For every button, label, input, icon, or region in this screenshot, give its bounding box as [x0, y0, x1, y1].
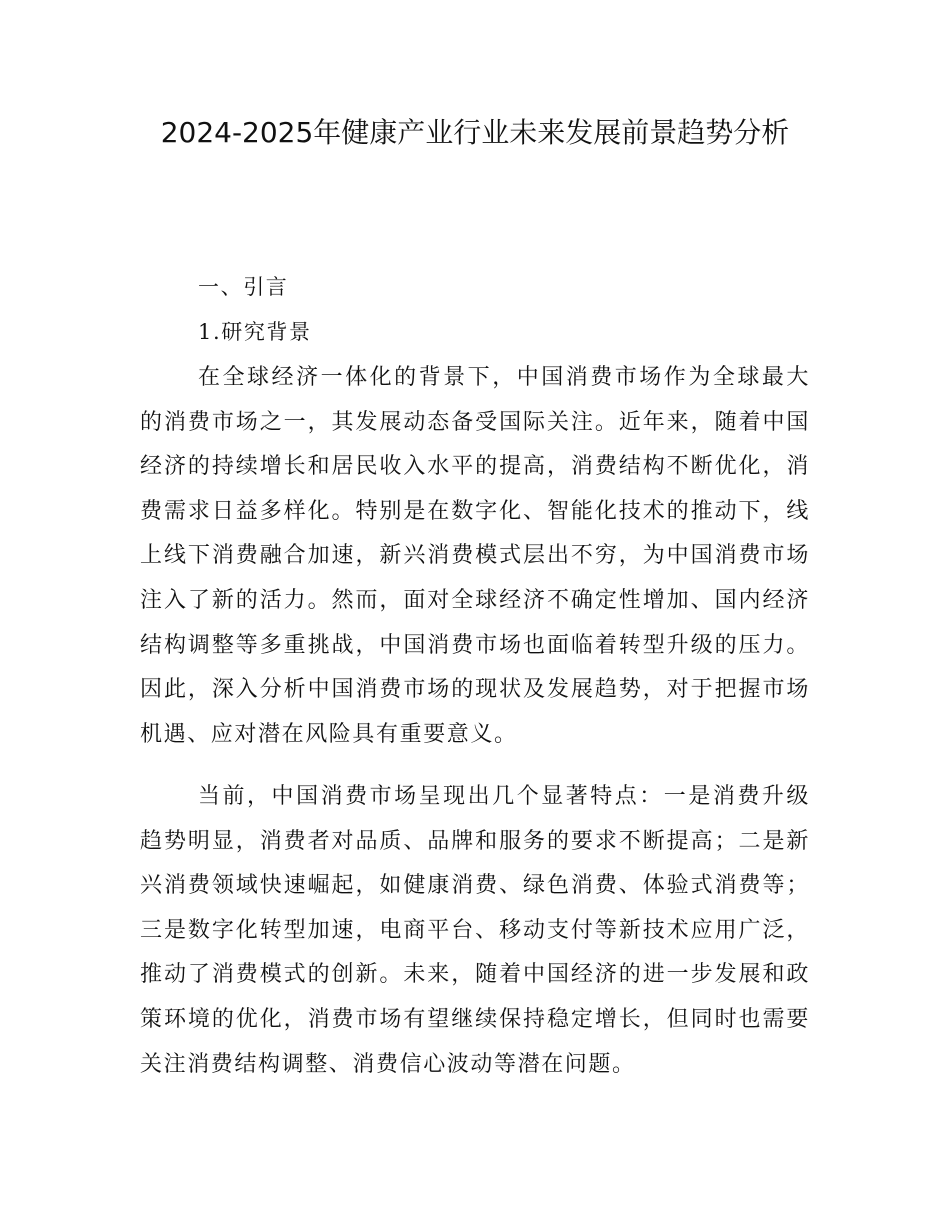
section-heading: 一、引言 [198, 275, 289, 299]
paragraph: 当前，中国消费市场呈现出几个显著特点：一是消费升级趋势明显，消费者对品质、品牌和服务的要求不断提高；二是新兴消费领域快速崛起，如健康消费、绿色消费、体验式消费等；三是数字化转型加速，电商平台、移动支付等新技术应用广泛，推动了消费模式的创新。未来，随着中国经济的进一步发展和政策环境的优化，消费市场有望继续保持稳定增长，但同时也需要关注消费结构调整、消费信心波动等潜在问题。 [140, 784, 810, 1077]
document-title: 2024-2025年健康产业行业未来发展前景趋势分析 [160, 116, 790, 149]
paragraph: 在全球经济一体化的背景下，中国消费市场作为全球最大的消费市场之一，其发展动态备受国际关注。近年来，随着中国经济的持续增长和居民收入水平的提高，消费结构不断优化，消费需求日益多样化。特别是在数字化、智能化技术的推动下，线上线下消费融合加速，新兴消费模式层出不穷，为中国消费市场注入了新的活力。然而，面对全球经济不确定性增加、国内经济结构调整等多重挑战，中国消费市场也面临着转型升级的压力。因此，深入分析中国消费市场的现状及发展趋势，对于把握市场机遇、应对潜在风险具有重要意义。 [140, 365, 810, 747]
subsection-heading: 1.研究背景 [198, 320, 312, 344]
